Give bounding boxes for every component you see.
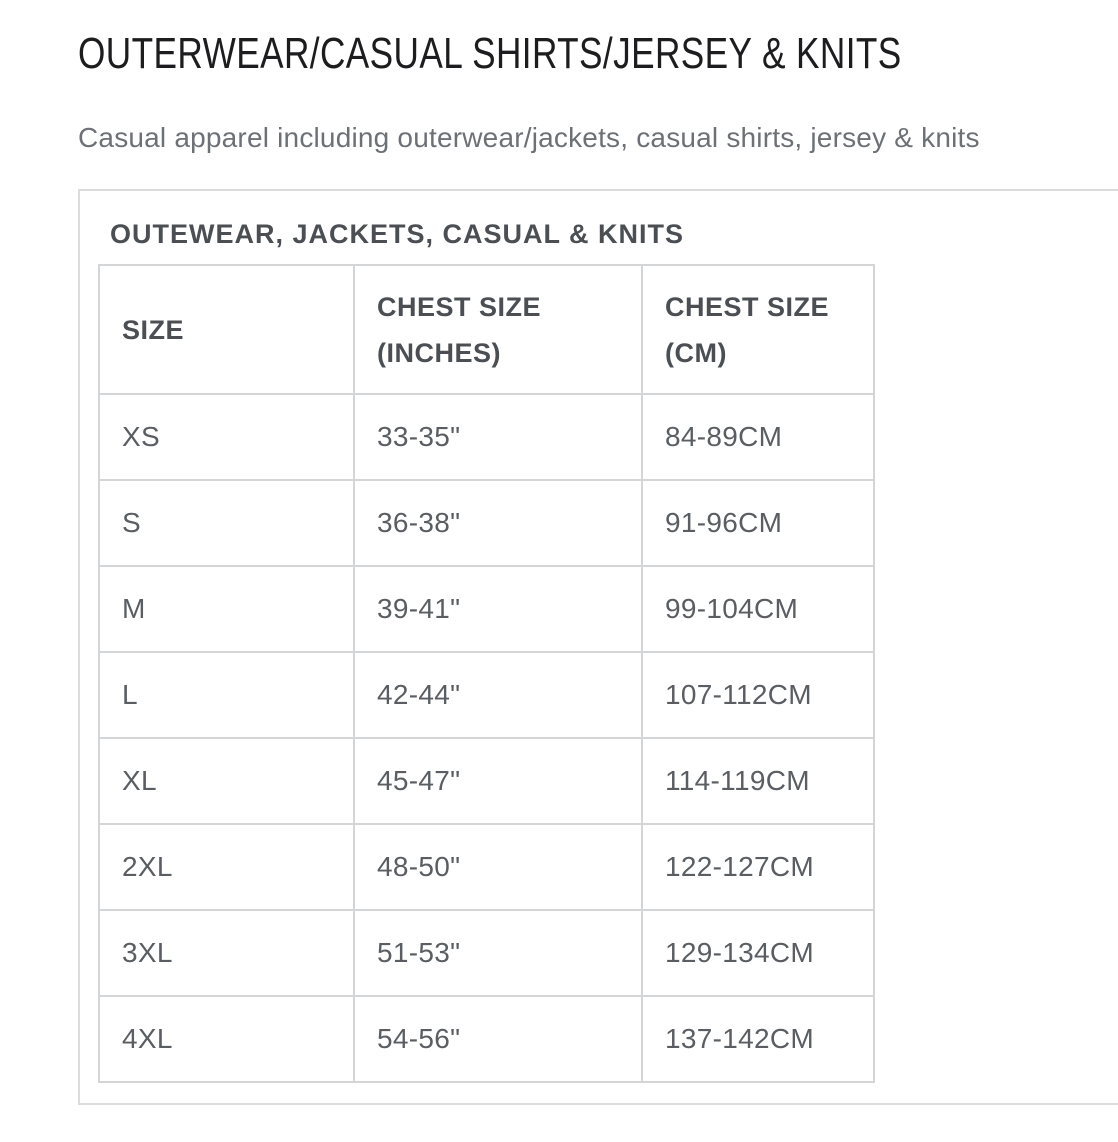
chest-inches-cell: 39-41" (354, 566, 642, 652)
size-cell: 2XL (99, 824, 354, 910)
chest-cm-cell: 91-96CM (642, 480, 874, 566)
size-cell: M (99, 566, 354, 652)
chest-cm-cell: 99-104CM (642, 566, 874, 652)
table-row (99, 910, 874, 996)
chest-cm-cell: 84-89CM (642, 394, 874, 480)
chest-inches-cell: 36-38" (354, 480, 642, 566)
chest-cm-cell: 122-127CM (642, 824, 874, 910)
table-row (99, 996, 874, 1082)
size-cell: S (99, 480, 354, 566)
chest-inches-cell: 48-50" (354, 824, 642, 910)
chest-cm-cell: 107-112CM (642, 652, 874, 738)
table-header-row (99, 265, 874, 394)
chest-cm-cell: 114-119CM (642, 738, 874, 824)
size-cell: XS (99, 394, 354, 480)
size-chart-table (98, 264, 875, 1083)
chest-inches-cell: 33-35" (354, 394, 642, 480)
page-subtitle: Casual apparel including outerwear/jackets, casual shirts, jersey & knits (78, 122, 980, 153)
size-cell: XL (99, 738, 354, 824)
chest-cm-cell: 137-142CM (642, 996, 874, 1082)
table-row (99, 394, 874, 480)
size-cell: 4XL (99, 996, 354, 1082)
size-cell: 3XL (99, 910, 354, 996)
size-cell: L (99, 652, 354, 738)
chest-inches-cell: 51-53" (354, 910, 642, 996)
column-header-label: CHEST SIZE (377, 291, 542, 322)
column-header-chest-inches (354, 265, 642, 394)
column-header-label: (INCHES) (377, 337, 501, 368)
chest-cm-cell: 129-134CM (642, 910, 874, 996)
chest-inches-cell: 42-44" (354, 652, 642, 738)
column-header-size (99, 265, 354, 394)
column-header-label: CHEST SIZE (665, 291, 830, 322)
chest-inches-cell: 54-56" (354, 996, 642, 1082)
column-header-label: (CM) (665, 337, 727, 368)
page-title: OUTERWEAR/CASUAL SHIRTS/JERSEY & KNITS (78, 29, 902, 78)
size-chart-heading: OUTEWEAR, JACKETS, CASUAL & KNITS (110, 219, 685, 249)
table-row (99, 652, 874, 738)
table-row (99, 824, 874, 910)
column-header-label: SIZE (122, 314, 185, 345)
size-chart-panel (78, 189, 1118, 1105)
chest-inches-cell: 45-47" (354, 738, 642, 824)
table-row (99, 738, 874, 824)
column-header-chest-cm (642, 265, 874, 394)
table-row (99, 566, 874, 652)
table-row (99, 480, 874, 566)
